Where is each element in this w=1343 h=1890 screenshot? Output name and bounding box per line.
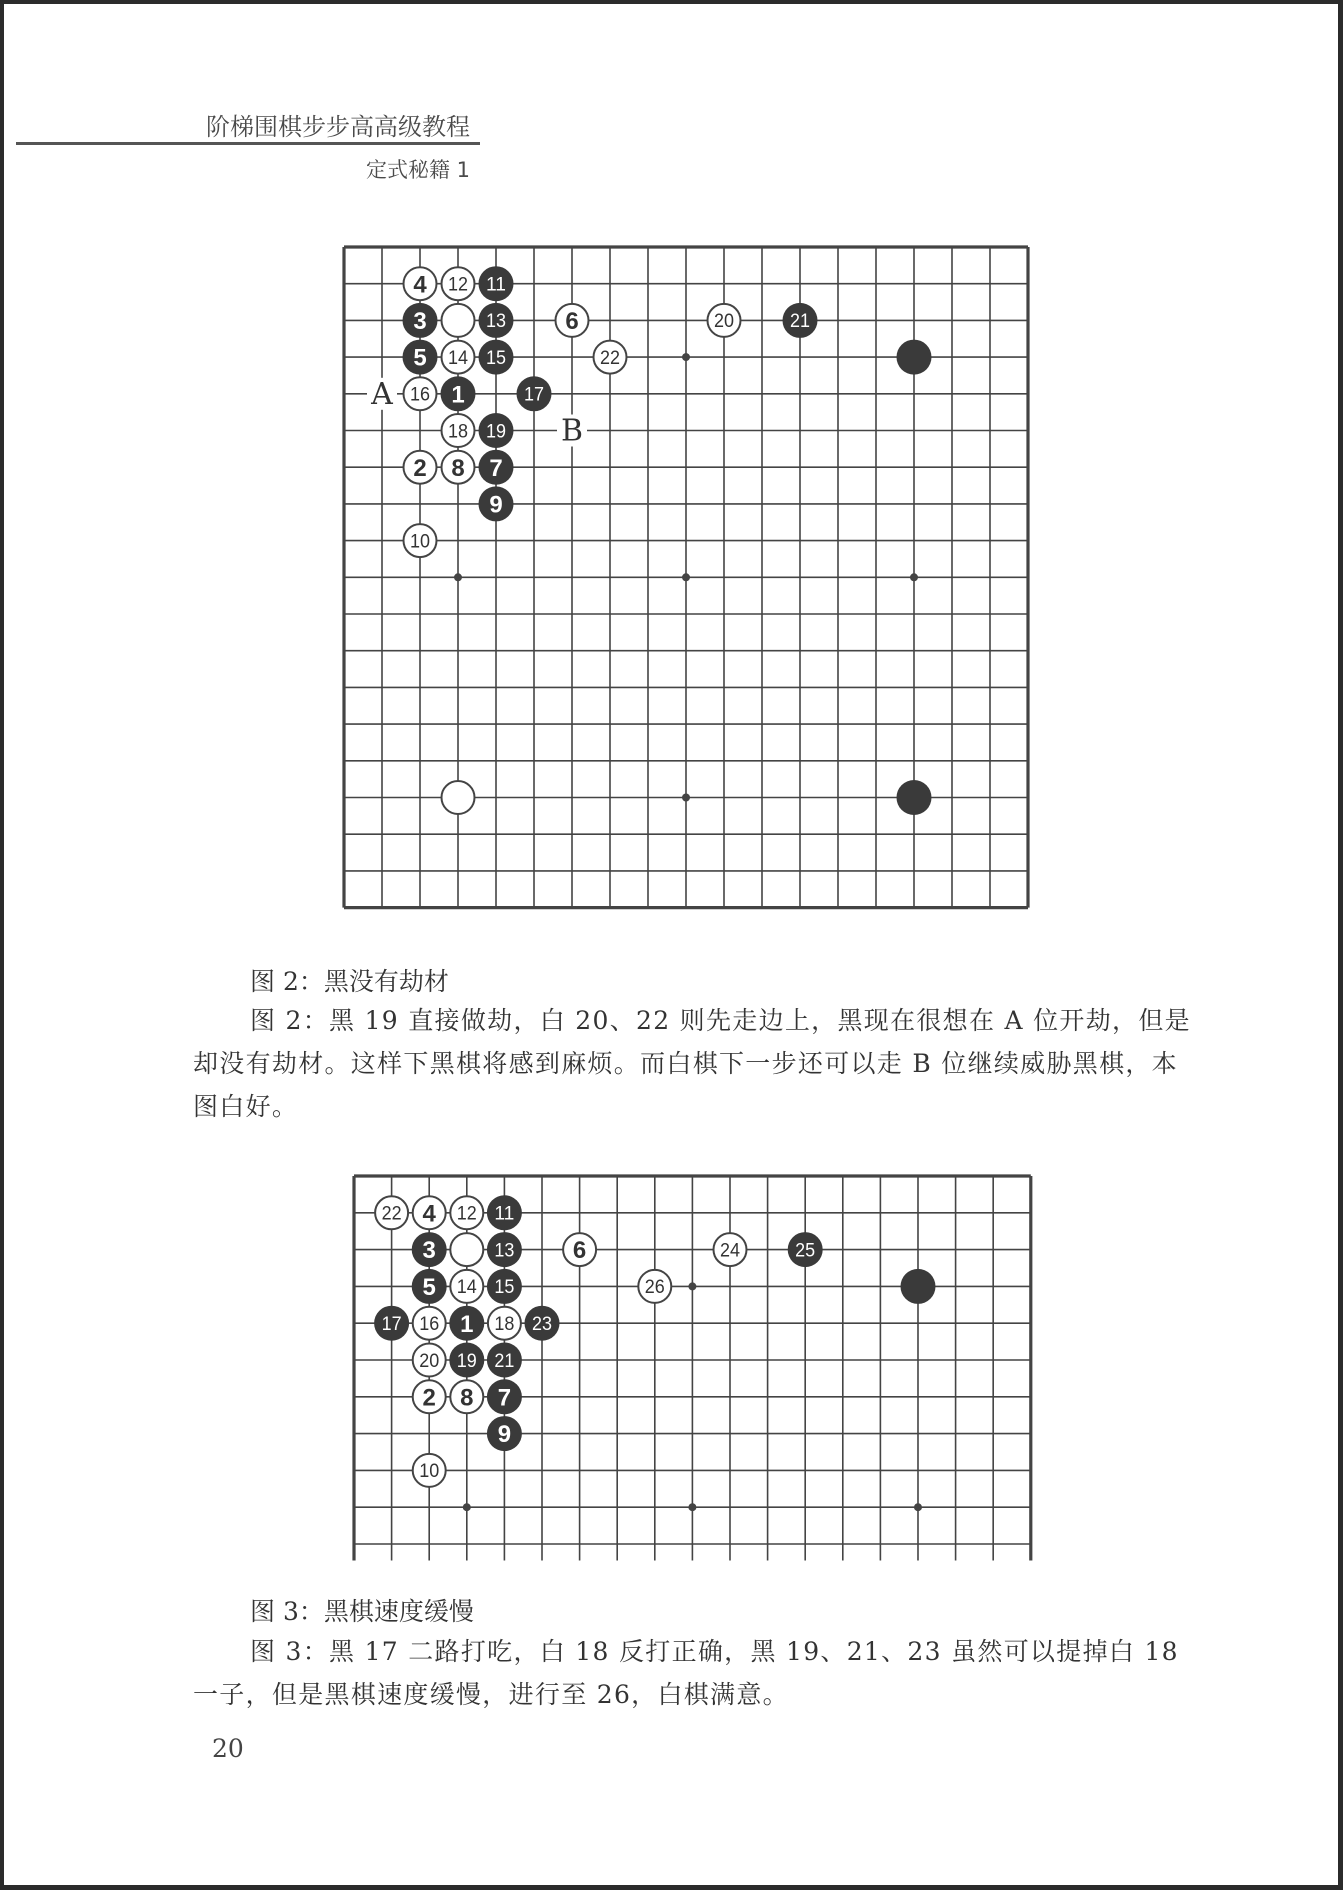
svg-text:11: 11: [494, 1203, 515, 1225]
white-stone-12: [442, 267, 475, 300]
white-stone-16: [413, 1307, 446, 1340]
black-stone-23: [525, 1306, 560, 1341]
black-stone-13: [487, 1232, 522, 1267]
black-stone-21: [487, 1342, 522, 1377]
header-rule: [16, 142, 480, 145]
star-point: [688, 1503, 696, 1511]
black-stone-5: [412, 1269, 447, 1304]
star-point: [682, 353, 690, 361]
svg-text:3: 3: [422, 1237, 436, 1265]
black-stone: [896, 780, 931, 815]
black-stone-15: [479, 340, 514, 375]
star-point: [682, 793, 690, 801]
black-stone-1: [441, 376, 476, 411]
svg-text:4: 4: [413, 271, 427, 299]
svg-text:15: 15: [486, 347, 507, 369]
white-stone-20: [707, 304, 740, 337]
black-stone-9: [487, 1416, 522, 1451]
book-page: [4, 4, 1338, 1885]
svg-text:10: 10: [419, 1461, 440, 1483]
white-stone-8: [450, 1380, 483, 1413]
svg-text:9: 9: [497, 1421, 512, 1449]
svg-text:6: 6: [565, 308, 579, 336]
white-stone-10: [404, 524, 437, 557]
white-stone-2: [413, 1380, 446, 1413]
black-stone-7: [479, 450, 514, 485]
white-stone-10: [413, 1454, 446, 1487]
svg-text:9: 9: [489, 491, 503, 519]
svg-text:21: 21: [789, 311, 810, 333]
figure-2-paragraph: 图 2：黑 19 直接做劫，白 20、22 则先走边上，黑现在很想在 A 位开劫，但是却没有劫材。这样下黑棋将感到麻烦。而白棋下一步还可以走 B 位继续威胁黑棋，本图白好。: [193, 1006, 1191, 1121]
svg-text:B: B: [560, 413, 584, 449]
svg-text:11: 11: [486, 274, 507, 296]
svg-text:16: 16: [410, 384, 431, 406]
star-point: [910, 573, 918, 581]
white-stone-26: [638, 1270, 671, 1303]
figure-2-caption: 图 2：黑没有劫材: [250, 967, 449, 996]
figure-3-caption: 图 3：黑棋速度缓慢: [250, 1597, 474, 1626]
svg-text:23: 23: [532, 1314, 553, 1336]
svg-text:15: 15: [494, 1277, 515, 1299]
star-point: [682, 573, 690, 581]
star-point: [463, 1503, 471, 1511]
black-stone-7: [487, 1379, 522, 1414]
white-stone-2: [404, 451, 437, 484]
svg-text:18: 18: [448, 421, 469, 443]
svg-text:22: 22: [600, 347, 621, 369]
svg-text:5: 5: [422, 1274, 436, 1302]
svg-text:1: 1: [460, 1310, 474, 1338]
board-grid: [314, 1136, 1071, 1601]
black-stone-17: [517, 376, 552, 411]
black-stone-21: [782, 303, 817, 338]
black-stone-11: [487, 1195, 522, 1230]
svg-text:13: 13: [494, 1240, 515, 1262]
svg-text:8: 8: [451, 454, 465, 482]
black-stone-1: [449, 1306, 484, 1341]
svg-text:20: 20: [419, 1350, 440, 1372]
white-stone-18: [488, 1307, 521, 1340]
svg-text:8: 8: [460, 1384, 474, 1412]
white-stone-12: [450, 1196, 483, 1229]
go-board-figure-2: [304, 207, 1068, 948]
black-stone-19: [479, 413, 514, 448]
black-stone-25: [788, 1232, 823, 1267]
black-stone: [896, 340, 931, 375]
black-stone-19: [449, 1342, 484, 1377]
board-grid: [304, 207, 1068, 948]
svg-text:13: 13: [486, 311, 507, 333]
svg-text:3: 3: [413, 308, 427, 336]
svg-text:12: 12: [456, 1203, 477, 1225]
go-board-figure-3: [314, 1136, 1071, 1601]
running-header-book-title: 阶梯围棋步步高高级教程: [206, 113, 470, 141]
svg-text:25: 25: [795, 1240, 816, 1262]
black-stone: [900, 1269, 935, 1304]
star-point: [914, 1503, 922, 1511]
svg-text:16: 16: [419, 1314, 440, 1336]
white-stone-6: [563, 1233, 596, 1266]
svg-text:17: 17: [524, 384, 545, 406]
white-stone: [450, 1233, 483, 1266]
black-stone-3: [412, 1232, 447, 1267]
svg-text:18: 18: [494, 1314, 515, 1336]
black-stone-9: [479, 486, 514, 521]
white-stone-22: [594, 341, 627, 374]
svg-text:6: 6: [572, 1237, 587, 1265]
svg-text:14: 14: [456, 1277, 477, 1299]
white-stone-22: [375, 1196, 408, 1229]
svg-text:2: 2: [413, 454, 427, 482]
svg-text:1: 1: [451, 381, 465, 409]
white-stone-4: [404, 267, 437, 300]
position-marker-A: [367, 377, 397, 412]
black-stone-17: [374, 1306, 409, 1341]
black-stone-3: [403, 303, 438, 338]
svg-text:17: 17: [381, 1314, 402, 1336]
svg-text:14: 14: [448, 347, 469, 369]
svg-text:7: 7: [497, 1384, 512, 1412]
star-point: [454, 573, 462, 581]
white-stone-4: [413, 1196, 446, 1229]
svg-text:7: 7: [489, 454, 503, 482]
black-stone-13: [479, 303, 514, 338]
svg-text:20: 20: [713, 311, 734, 333]
running-header-section-title: 定式秘籍 1: [365, 158, 470, 182]
figure-3-paragraph: 图 3：黑 17 二路打吃，白 18 反打正确，黑 19、21、23 虽然可以提掉白 18 一子，但是黑棋速度缓慢，进行至 26，白棋满意。: [193, 1637, 1179, 1709]
white-stone-18: [442, 414, 475, 447]
white-stone-14: [442, 341, 475, 374]
svg-text:19: 19: [456, 1350, 477, 1372]
svg-text:19: 19: [486, 421, 507, 443]
svg-text:26: 26: [644, 1277, 665, 1299]
page-number: 20: [212, 1734, 244, 1763]
svg-text:2: 2: [422, 1384, 436, 1412]
black-stone-15: [487, 1269, 522, 1304]
black-stone-5: [403, 340, 438, 375]
svg-text:10: 10: [410, 531, 431, 553]
svg-text:5: 5: [413, 344, 427, 372]
svg-text:22: 22: [381, 1203, 402, 1225]
svg-text:12: 12: [448, 274, 469, 296]
svg-text:4: 4: [422, 1200, 436, 1228]
star-point: [688, 1282, 696, 1290]
white-stone: [442, 304, 475, 337]
white-stone-6: [556, 304, 589, 337]
svg-text:21: 21: [494, 1350, 515, 1372]
white-stone-14: [450, 1270, 483, 1303]
svg-text:A: A: [371, 376, 393, 412]
white-stone-20: [413, 1343, 446, 1376]
white-stone: [442, 781, 475, 814]
svg-text:24: 24: [719, 1240, 740, 1262]
white-stone-16: [404, 377, 437, 410]
black-stone-11: [479, 266, 514, 301]
position-marker-B: [557, 413, 587, 448]
white-stone-24: [713, 1233, 746, 1266]
white-stone-8: [442, 451, 475, 484]
